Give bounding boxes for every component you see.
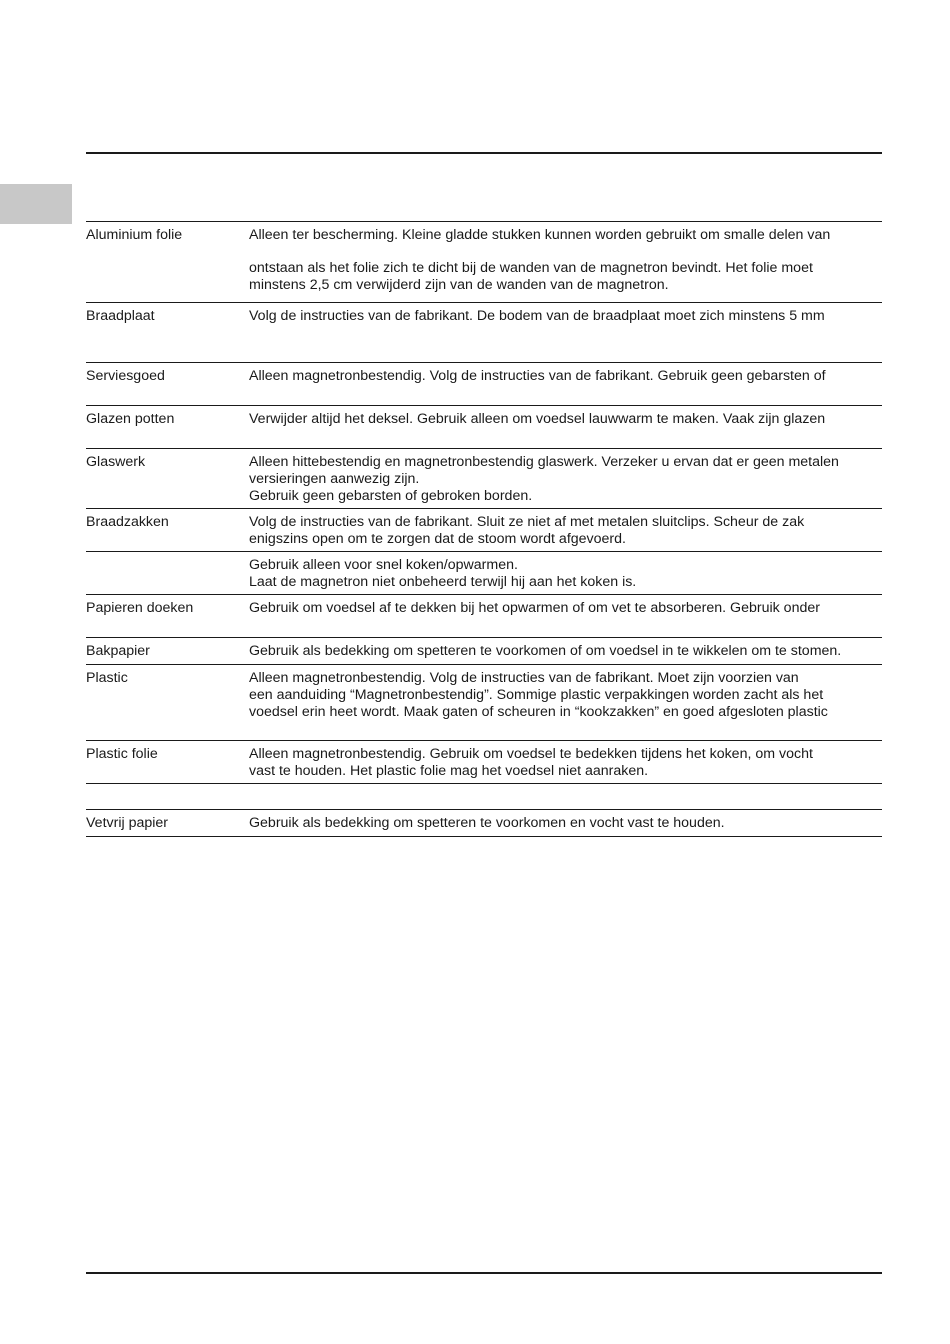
row-term: Plastic folie bbox=[86, 746, 158, 762]
row-term: Plastic bbox=[86, 670, 128, 686]
table-row-vetvrij-papier bbox=[86, 809, 882, 837]
table-row-glaswerk bbox=[86, 448, 882, 508]
section-tab-marker bbox=[0, 184, 72, 224]
description-line: ontstaan als het folie zich te dicht bij de wanden van de magnetron bevindt. Het folie moet bbox=[249, 260, 813, 276]
row-description bbox=[249, 411, 825, 428]
row-term: Glaswerk bbox=[86, 454, 146, 470]
table-row-aluminium-folie bbox=[86, 221, 882, 302]
description-line: Alleen ter bescherming. Kleine gladde stukken kunnen worden gebruikt om smalle delen van bbox=[249, 227, 831, 243]
table-row-plastic-folie bbox=[86, 740, 882, 783]
row-description bbox=[249, 308, 825, 325]
description-line: Alleen magnetronbestendig. Volg de instructies van de fabrikant. Moet zijn voorzien van bbox=[249, 670, 799, 686]
table-row-plastic bbox=[86, 664, 882, 740]
description-line: Gebruik als bedekking om spetteren te voorkomen en vocht vast te houden. bbox=[249, 815, 725, 831]
row-description bbox=[249, 454, 839, 505]
table-row-empty bbox=[86, 783, 882, 810]
row-description bbox=[249, 557, 636, 591]
row-description bbox=[249, 746, 813, 780]
description-line: Gebruik alleen voor snel koken/opwarmen. bbox=[249, 557, 518, 573]
description-line: Alleen magnetronbestendig. Gebruik om voedsel te bedekken tijdens het koken, om vocht bbox=[249, 746, 813, 762]
description-line: minstens 2,5 cm verwijderd zijn van de wanden van de magnetron. bbox=[249, 277, 669, 293]
row-description bbox=[249, 514, 804, 548]
description-line: Alleen magnetronbestendig. Volg de instructies van de fabrikant. Gebruik geen gebarsten of bbox=[249, 368, 826, 384]
description-line: Volg de instructies van de fabrikant. De bodem van de braadplaat moet zich minstens 5 mm bbox=[249, 308, 825, 324]
row-term: Aluminium folie bbox=[86, 227, 183, 243]
footer-rule bbox=[86, 1272, 882, 1274]
description-line: een aanduiding “Magnetronbestendig”. Sommige plastic verpakkingen worden zacht als het bbox=[249, 687, 824, 703]
row-term: Braadplaat bbox=[86, 308, 155, 324]
row-description bbox=[249, 643, 841, 660]
table-row-glazen-potten bbox=[86, 405, 882, 448]
row-description bbox=[249, 815, 725, 832]
row-description bbox=[249, 368, 826, 385]
description-line: Verwijder altijd het deksel. Gebruik alleen om voedsel lauwwarm te maken. Vaak zijn glazen bbox=[249, 411, 826, 427]
description-line: vast te houden. Het plastic folie mag het voedsel niet aanraken. bbox=[249, 763, 649, 779]
header-rule bbox=[86, 152, 882, 154]
row-term: Papieren doeken bbox=[86, 600, 194, 616]
row-term: Bakpapier bbox=[86, 643, 150, 659]
row-description bbox=[249, 600, 820, 617]
row-description bbox=[249, 670, 828, 721]
row-term: Vetvrij papier bbox=[86, 815, 169, 831]
row-term: Serviesgoed bbox=[86, 368, 165, 384]
row-term: Glazen potten bbox=[86, 411, 175, 427]
description-line: Alleen hittebestendig en magnetronbestendig glaswerk. Verzeker u ervan dat er geen metalen bbox=[249, 454, 839, 470]
description-line: Gebruik geen gebarsten of gebroken borden. bbox=[249, 488, 533, 504]
description-line: Gebruik als bedekking om spetteren te voorkomen of om voedsel in te wikkelen om te stomen. bbox=[249, 643, 842, 659]
table-row-bakpapier bbox=[86, 637, 882, 664]
table-row-braadzakken bbox=[86, 508, 882, 551]
table-row-papieren-doeken bbox=[86, 594, 882, 637]
table-row-serviesgoed bbox=[86, 362, 882, 405]
row-description bbox=[249, 227, 830, 294]
table-row-braadplaat bbox=[86, 302, 882, 362]
description-line: Gebruik om voedsel af te dekken bij het opwarmen of om vet te absorberen. Gebruik onder bbox=[249, 600, 820, 616]
description-line: Volg de instructies van de fabrikant. Sluit ze niet af met metalen sluitclips. Scheur de zak bbox=[249, 514, 805, 530]
table-row-unlabeled bbox=[86, 551, 882, 594]
description-line: Laat de magnetron niet onbeheerd terwijl hij aan het koken is. bbox=[249, 574, 637, 590]
row-term: Braadzakken bbox=[86, 514, 169, 530]
description-line: versieringen aanwezig zijn. bbox=[249, 471, 420, 487]
description-line: voedsel erin heet wordt. Maak gaten of scheuren in “kookzakken” en goed afgesloten plastic bbox=[249, 704, 828, 720]
description-line: enigszins open om te zorgen dat de stoom wordt afgevoerd. bbox=[249, 531, 626, 547]
